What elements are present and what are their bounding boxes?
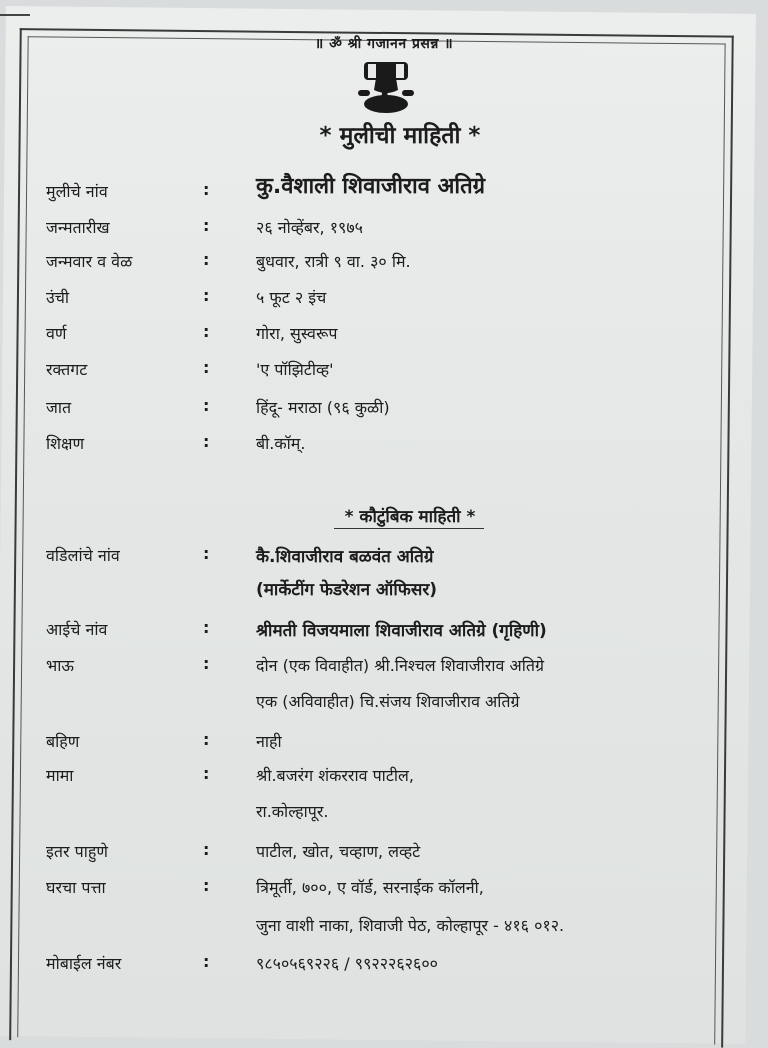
row-label: मामा — [46, 766, 74, 785]
row-label: इतर पाहुणे — [46, 842, 108, 861]
row-value: बुधवार, रात्री ९ वा. ३० मि. — [256, 252, 411, 271]
row-label: रक्तगट — [46, 360, 88, 379]
row-colon: : — [203, 358, 210, 377]
row-colon: : — [203, 730, 210, 749]
page-title: * मुलीची माहिती * — [319, 123, 481, 149]
info-row-maternal-uncle — [0, 764, 768, 794]
row-label: जन्मतारीख — [46, 218, 110, 237]
row-colon: : — [203, 396, 210, 415]
row-value: नाही — [256, 732, 282, 751]
row-colon: : — [203, 876, 210, 895]
row-label: घरचा पत्ता — [46, 878, 106, 897]
row-colon: : — [203, 216, 210, 235]
invocation-text: ॥ ॐ श्री गजानन प्रसन्न ॥ — [314, 36, 454, 52]
row-value: पाटील, खोत, चव्हाण, लव्हटे — [256, 842, 421, 861]
info-row-mother — [0, 618, 768, 648]
row-colon: : — [203, 654, 210, 673]
info-row-brother — [0, 654, 768, 684]
info-row-education — [0, 432, 768, 462]
row-label: मोबाईल नंबर — [46, 954, 122, 973]
info-row-father — [0, 544, 768, 574]
family-section-title: * कौटुंबिक माहिती * — [344, 507, 476, 527]
corner-mark — [0, 14, 30, 16]
section-underline — [334, 528, 484, 529]
row-value: त्रिमूर्ती, ७००, ए वॉर्ड, सरनाईक कॉलनी, — [256, 878, 484, 897]
row-colon: : — [203, 952, 210, 971]
row-value: श्रीमती विजयमाला शिवाजीराव अतिग्रे (गृहिणी) — [256, 621, 547, 641]
row-value: दोन (एक विवाहीत) श्री.निश्चल शिवाजीराव अतिग्रे — [256, 656, 544, 675]
row-value: ९८५०५६९२२६ / ९९२२२६२६०० — [256, 954, 438, 973]
row-label: उंची — [46, 288, 70, 307]
row-label: आईचे नांव — [46, 620, 108, 639]
row-label: जात — [46, 398, 72, 417]
row-value: २६ नोव्हेंबर, १९७५ — [256, 218, 364, 237]
row-colon: : — [203, 286, 210, 305]
row-label: बहिण — [46, 732, 80, 751]
row-value: गोरा, सुस्वरूप — [256, 324, 338, 343]
row-colon: : — [203, 618, 210, 637]
row-label: शिक्षण — [46, 434, 85, 453]
row-colon: : — [203, 432, 210, 451]
row-value: कु.वैशाली शिवाजीराव अतिग्रे — [256, 174, 486, 199]
info-row-blood-group — [0, 358, 768, 388]
info-row-dob — [0, 216, 768, 246]
row-colon: : — [203, 764, 210, 783]
row-colon: : — [203, 840, 210, 859]
row-label: भाऊ — [46, 656, 74, 675]
father-occupation: (मार्केटींग फेडरेशन ऑफिसर) — [256, 580, 438, 600]
address-line-2: जुना वाशी नाका, शिवाजी पेठ, कोल्हापूर - ४१६ ०१२. — [256, 916, 565, 935]
info-row-name — [0, 170, 768, 200]
uncle-line-2: रा.कोल्हापूर. — [256, 802, 329, 821]
row-value: हिंदू- मराठा (९६ कुळी) — [256, 398, 390, 417]
row-colon: : — [203, 250, 210, 269]
row-label: मुलीचे नांव — [46, 182, 108, 201]
brother-line-2: एक (अविवाहीत) चि.संजय शिवाजीराव अतिग्रे — [256, 692, 520, 711]
info-row-sister — [0, 730, 768, 760]
row-colon: : — [203, 180, 210, 199]
info-row-address — [0, 876, 768, 906]
row-value: ५ फूट २ इंच — [256, 288, 327, 307]
row-label: जन्मवार व वेळ — [46, 252, 133, 271]
row-value: श्री.बजरंग शंकरराव पाटील, — [256, 766, 414, 785]
info-row-birth-day-time — [0, 250, 768, 280]
info-row-complexion — [0, 322, 768, 352]
row-value: 'ए पॉझिटीव्ह' — [256, 360, 334, 379]
row-colon: : — [203, 322, 210, 341]
row-value: कै.शिवाजीराव बळवंत अतिग्रे — [256, 547, 434, 567]
row-value: बी.कॉम्. — [256, 434, 306, 453]
row-label: वडिलांचे नांव — [46, 546, 120, 565]
info-row-mobile — [0, 952, 768, 982]
info-row-caste — [0, 396, 768, 426]
info-row-height — [0, 286, 768, 316]
row-colon: : — [203, 544, 210, 563]
ganesha-icon — [358, 60, 414, 114]
info-row-relatives — [0, 840, 768, 870]
row-label: वर्ण — [46, 324, 67, 343]
